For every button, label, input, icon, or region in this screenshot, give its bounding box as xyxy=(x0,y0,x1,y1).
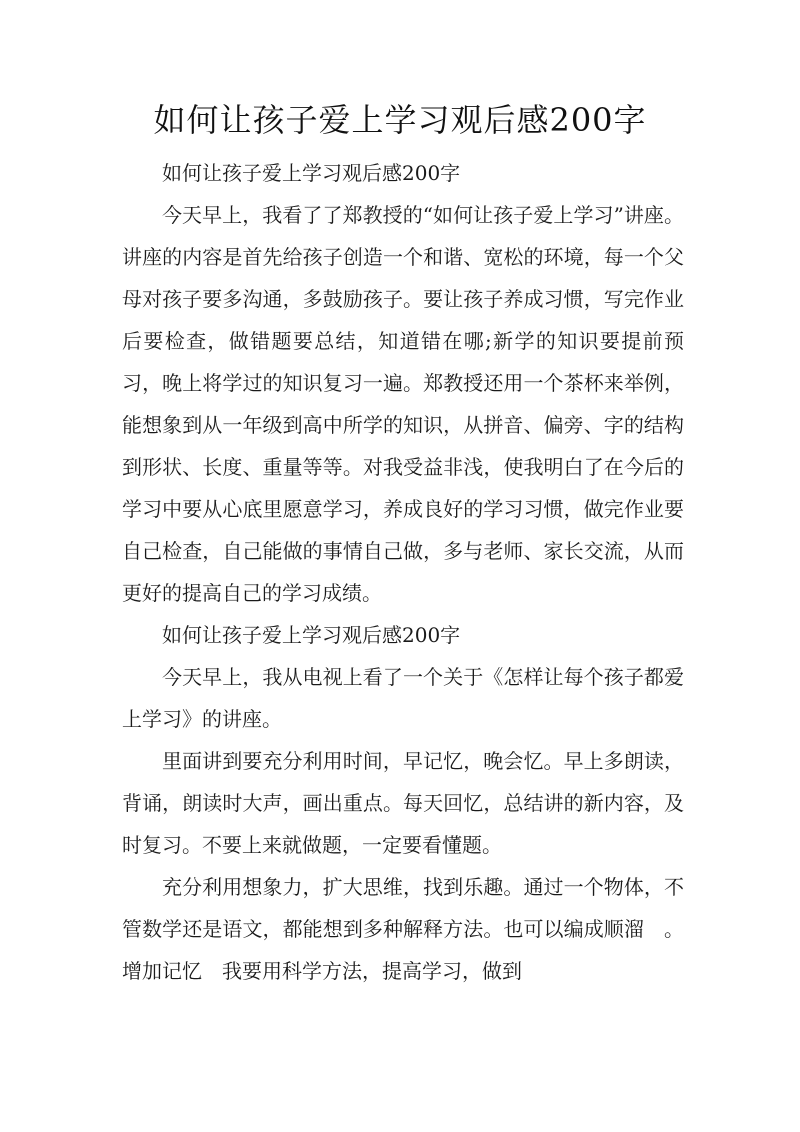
paragraph: 里面讲到要充分利用时间，早记忆，晚会忆。早上多朗读，背诵，朗读时大声，画出重点。每天回忆，总结讲的新内容，及时复习。不要上来就做题，一定要看懂题。 xyxy=(122,749,684,857)
section-heading: 如何让孩子爱上学习观后感200字 xyxy=(162,161,461,185)
paragraph: 今天早上，我从电视上看了一个关于《怎样让每个孩子都爱上学习》的讲座。 xyxy=(122,665,684,731)
document-body xyxy=(122,152,684,992)
page-title: 如何让孩子爱上学习观后感200字 xyxy=(153,101,647,139)
paragraph: 今天早上，我看了了郑教授的“如何让孩子爱上学习”讲座。讲座的内容是首先给孩子创造一个和谐、宽松的环境，每一个父母对孩子要多沟通，多鼓励孩子。要让孩子养成习惯，写完作业后要检查，做错题要总结，知道错在哪;新学的知识要提前预习，晚上将学过的知识复习一遍。郑教授还用一个茶杯来举例，能想象到从一年级到高中所学的知识，从拼音、偏旁、字的结构到形状、长度、重量等等。对我受益非浅，使我明白了在今后的学习中要从心底里愿意学习，养成良好的学习习惯，做完作业要自己检查，自己能做的事情自己做，多与老师、家长交流，从而更好的提高自己的学习成绩。 xyxy=(122,203,684,605)
section-heading: 如何让孩子爱上学习观后感200字 xyxy=(162,623,461,647)
paragraph: 充分利用想象力，扩大思维，找到乐趣。通过一个物体，不管数学还是语文，都能想到多种解释方法。也可以编成顺溜 。增加记忆 我要用科学方法，提高学习，做到 xyxy=(122,875,684,983)
